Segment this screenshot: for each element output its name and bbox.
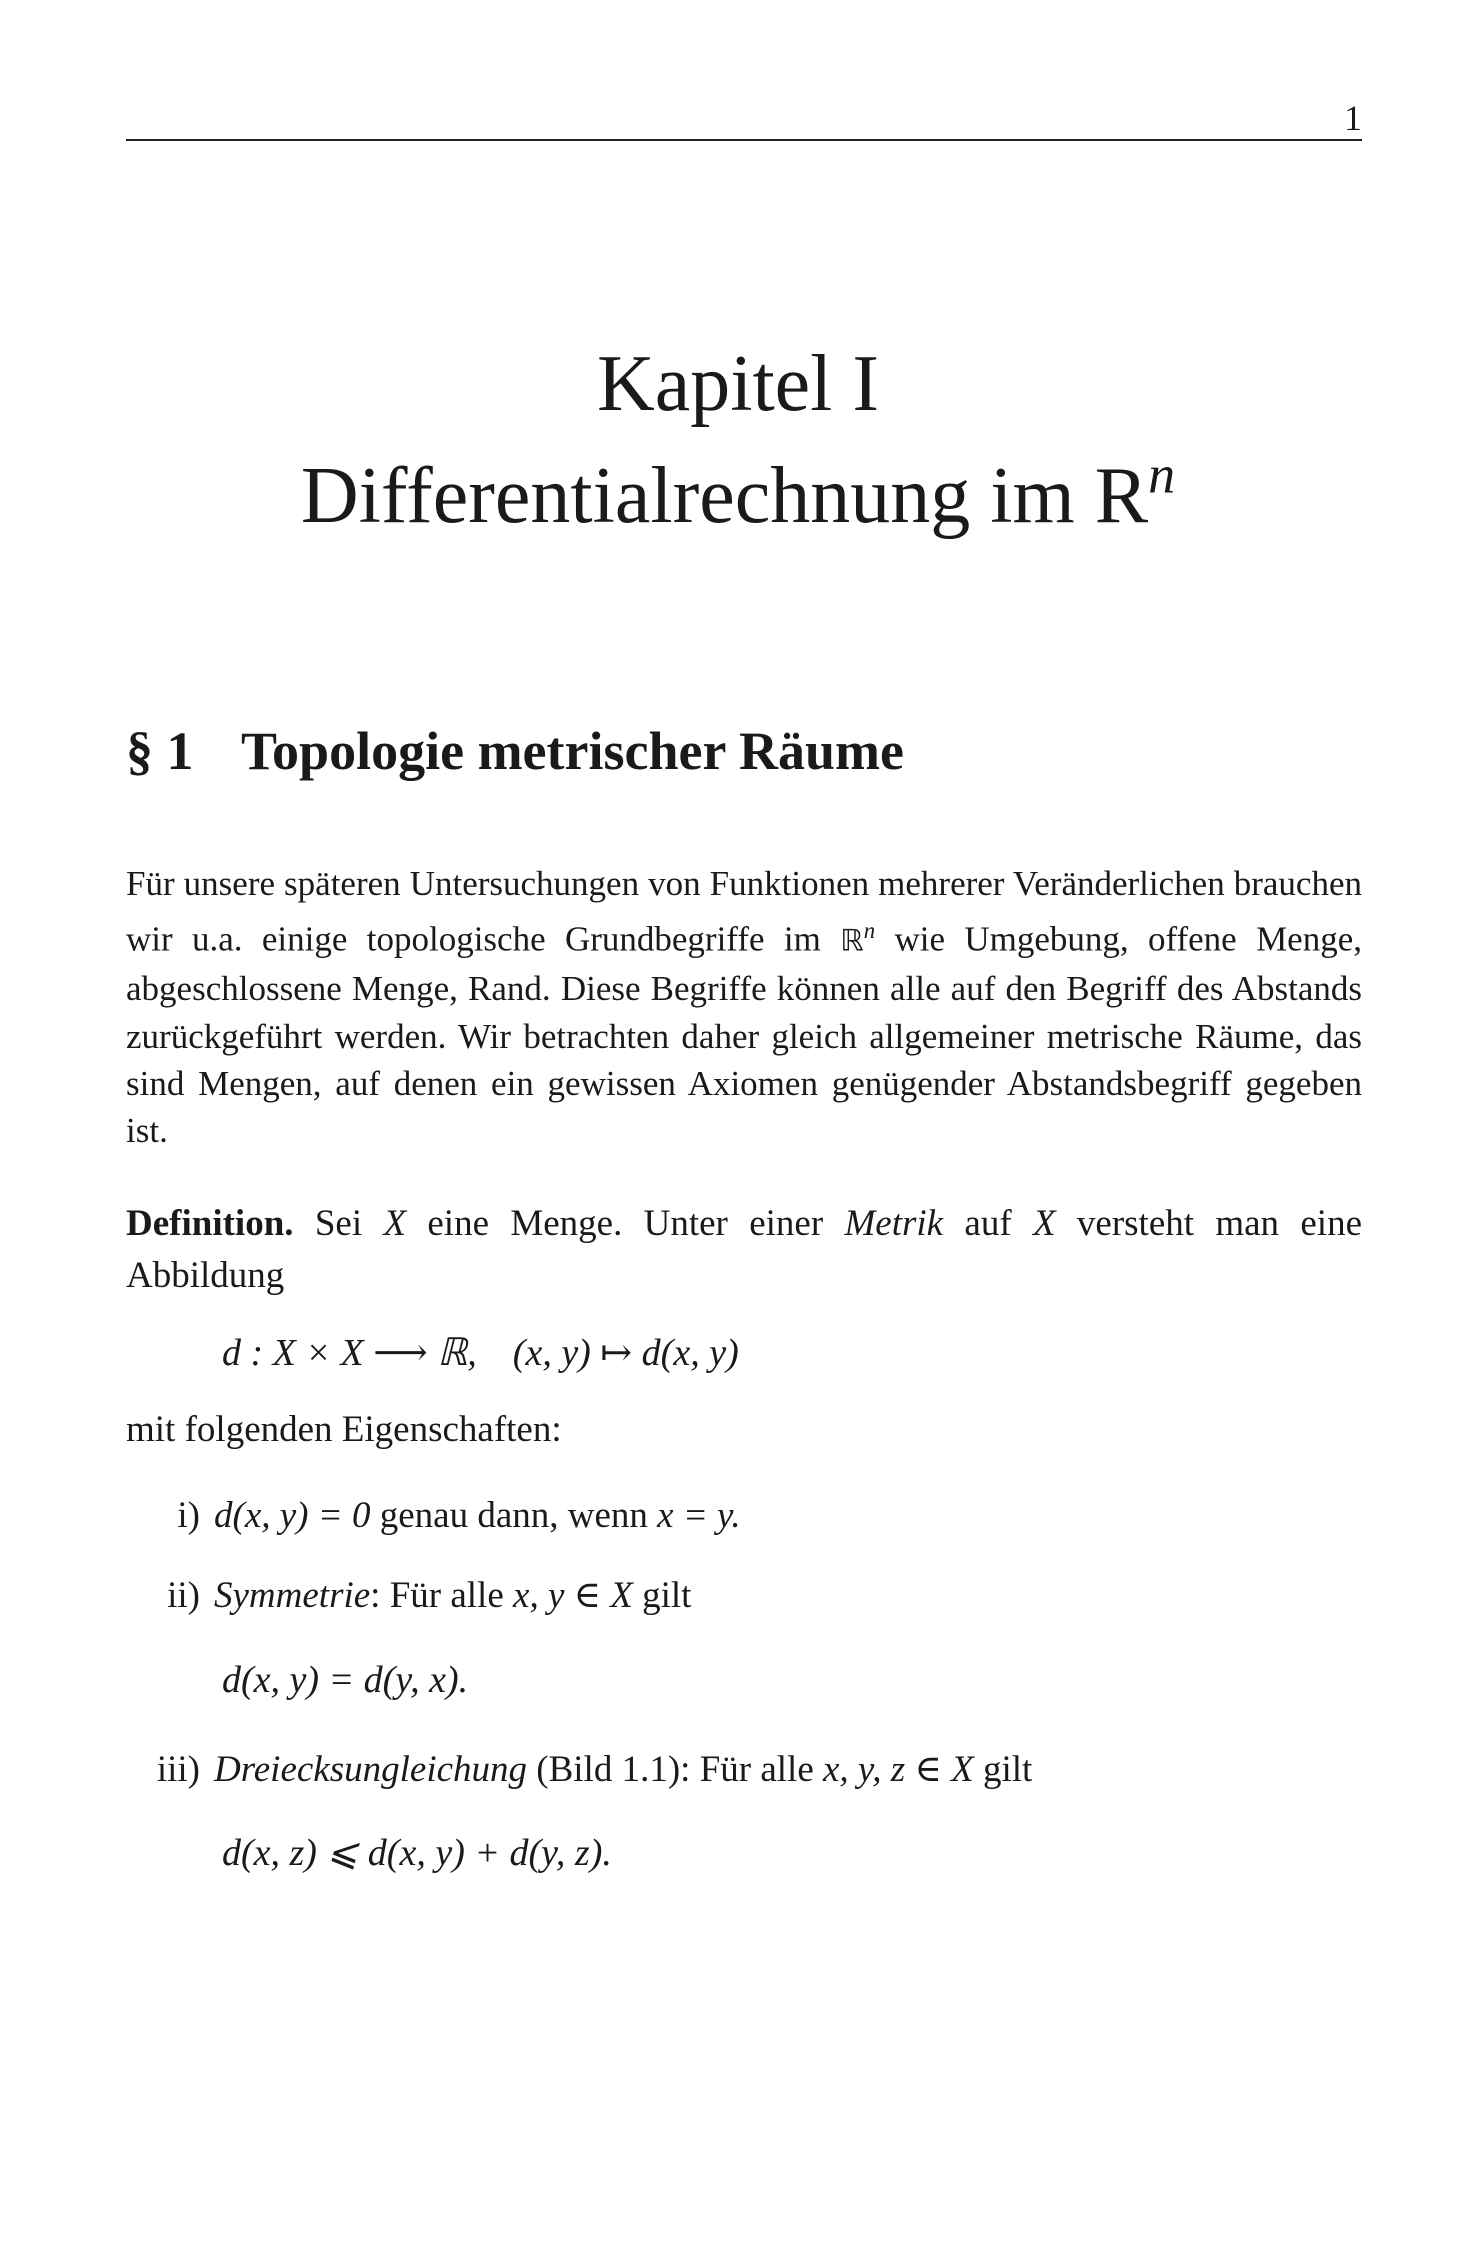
definition-paragraph bbox=[126, 1198, 1362, 1302]
property-label: ii) bbox=[167, 1575, 200, 1616]
real-numbers-symbol: ℝ bbox=[840, 923, 864, 959]
definition-variable: X bbox=[383, 1203, 407, 1244]
definition-label: Definition. bbox=[126, 1203, 294, 1244]
intro-text-1: Für unsere späteren Untersuchungen von Funktionen mehrerer Veränderlichen brauchen wir u.a. einige topologische Grundbegriffe im bbox=[126, 864, 1362, 959]
property-text: genau dann, wenn bbox=[370, 1495, 658, 1536]
property-item bbox=[126, 1494, 741, 1537]
property-variables: x, y ∈ X bbox=[513, 1575, 633, 1616]
page-number: 1 bbox=[1344, 98, 1362, 138]
mapping-left: d : X × X ⟶ ℝ, bbox=[222, 1332, 477, 1374]
property-formula: x = y. bbox=[657, 1495, 741, 1536]
mapping-formula bbox=[222, 1330, 739, 1375]
property-name: Symmetrie bbox=[214, 1575, 371, 1616]
symmetry-equation: d(x, y) = d(y, x). bbox=[222, 1659, 469, 1701]
mapping-right: (x, y) ↦ d(x, y) bbox=[512, 1332, 739, 1374]
triangle-inequality-equation: d(x, z) ⩽ d(x, y) + d(y, z). bbox=[222, 1832, 612, 1874]
intro-paragraph bbox=[126, 860, 1362, 1154]
chapter-title-text: Differentialrechnung im R bbox=[300, 452, 1149, 540]
chapter-title-superscript: n bbox=[1148, 444, 1176, 505]
property-name: Dreiecksungleichung bbox=[214, 1749, 528, 1790]
intro-text-2: wie Umgebung, offene Menge, abgeschlossene Menge, Rand. Diese Begriffe können alle auf den Begriff des Abstands zurückgeführt werden. Wir betrachten daher gleich allgemeiner metrische Räume, das sind Mengen, auf denen ein gewissen Axiomen genügender Abstandsbegriff gegeben ist. bbox=[126, 919, 1363, 1151]
property-item bbox=[126, 1747, 1032, 1791]
property-text: : Für alle bbox=[370, 1575, 514, 1616]
properties-intro: mit folgenden Eigenschaften: bbox=[126, 1409, 562, 1450]
property-formula: d(x, y) = 0 bbox=[214, 1495, 371, 1536]
property-variables: x, y, z ∈ X bbox=[823, 1749, 974, 1790]
property-item bbox=[126, 1573, 691, 1617]
property-text: gilt bbox=[632, 1575, 692, 1616]
definition-text: Sei bbox=[293, 1203, 384, 1244]
definition-variable: X bbox=[1032, 1203, 1056, 1244]
definition-text: versteht man eine Abbildung bbox=[126, 1203, 1363, 1296]
property-text: (Bild 1.1): Für alle bbox=[527, 1749, 823, 1790]
section-heading bbox=[126, 720, 904, 782]
property-label: iii) bbox=[156, 1749, 200, 1790]
section-number: § 1 bbox=[126, 721, 194, 781]
definition-term: Metrik bbox=[844, 1203, 944, 1244]
property-label: i) bbox=[177, 1495, 200, 1536]
property-text: gilt bbox=[973, 1749, 1033, 1790]
definition-text: eine Menge. Unter einer bbox=[406, 1203, 845, 1244]
header-rule bbox=[126, 139, 1362, 141]
chapter-label: Kapitel I bbox=[596, 340, 880, 428]
definition-text: auf bbox=[943, 1203, 1033, 1244]
chapter-title bbox=[0, 444, 1476, 544]
intro-superscript: n bbox=[863, 918, 876, 944]
section-title: Topologie metrischer Räume bbox=[241, 721, 904, 781]
